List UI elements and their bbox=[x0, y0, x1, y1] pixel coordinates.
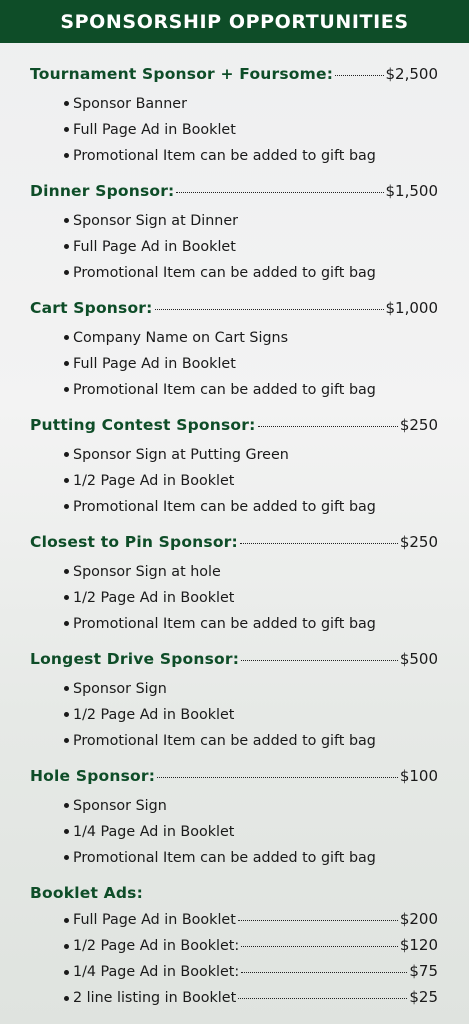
benefit-item bbox=[64, 325, 438, 351]
benefit-text: Promotional Item can be added to gift bag bbox=[73, 733, 376, 749]
booklet-ad-row bbox=[30, 910, 438, 936]
sponsorship-heading-row bbox=[30, 299, 438, 325]
sponsorship-title: Tournament Sponsor + Foursome: bbox=[30, 65, 334, 83]
benefit-text: Promotional Item can be added to gift bag bbox=[73, 265, 376, 281]
benefit-text: Full Page Ad in Booklet bbox=[73, 356, 236, 372]
sponsorship-title: Hole Sponsor: bbox=[30, 767, 156, 785]
bullet-icon bbox=[64, 478, 69, 483]
bullet-icon bbox=[64, 387, 69, 392]
benefit-list bbox=[30, 442, 438, 520]
bullet-icon bbox=[64, 803, 69, 808]
booklet-ad-list bbox=[30, 910, 438, 1014]
bullet-icon bbox=[64, 335, 69, 340]
bullet-icon bbox=[64, 918, 69, 923]
booklet-ad-label: Full Page Ad in Booklet bbox=[73, 912, 236, 928]
benefit-list bbox=[30, 559, 438, 637]
benefit-item bbox=[64, 559, 438, 585]
booklet-ad-label: 1/4 Page Ad in Booklet: bbox=[73, 964, 240, 980]
benefit-text: 1/4 Page Ad in Booklet bbox=[73, 824, 235, 840]
sponsorship-title: Dinner Sponsor: bbox=[30, 182, 175, 200]
sponsorship-list bbox=[30, 65, 438, 871]
booklet-ad-price: $75 bbox=[409, 962, 438, 980]
booklet-ad-row bbox=[30, 936, 438, 962]
sponsorship-price: $500 bbox=[399, 650, 438, 668]
dot-leader bbox=[241, 946, 398, 947]
bullet-icon bbox=[64, 738, 69, 743]
sponsorship-section bbox=[30, 182, 438, 286]
benefit-item bbox=[64, 819, 438, 845]
sponsorship-title: Cart Sponsor: bbox=[30, 299, 153, 317]
benefit-item bbox=[64, 585, 438, 611]
bullet-icon bbox=[64, 970, 69, 975]
bullet-icon bbox=[64, 101, 69, 106]
booklet-ad-row bbox=[30, 988, 438, 1014]
benefit-text: Promotional Item can be added to gift bag bbox=[73, 850, 376, 866]
sponsorship-section bbox=[30, 65, 438, 169]
bullet-icon bbox=[64, 504, 69, 509]
sponsorship-price: $250 bbox=[399, 533, 438, 551]
dot-leader bbox=[241, 972, 407, 973]
benefit-text: Full Page Ad in Booklet bbox=[73, 239, 236, 255]
sponsorship-section bbox=[30, 533, 438, 637]
benefit-text: Company Name on Cart Signs bbox=[73, 330, 289, 346]
booklet-ad-price: $200 bbox=[399, 910, 438, 928]
bullet-icon bbox=[64, 855, 69, 860]
benefit-item bbox=[64, 702, 438, 728]
sponsorship-title: Putting Contest Sponsor: bbox=[30, 416, 256, 434]
content bbox=[0, 43, 469, 1014]
benefit-list bbox=[30, 91, 438, 169]
benefit-item bbox=[64, 91, 438, 117]
benefit-text: Sponsor Sign at hole bbox=[73, 564, 221, 580]
page-title: SPONSORSHIP OPPORTUNITIES bbox=[60, 10, 409, 33]
dot-leader bbox=[258, 426, 398, 427]
benefit-item bbox=[64, 611, 438, 637]
benefit-item bbox=[64, 793, 438, 819]
booklet-ad-label: 1/2 Page Ad in Booklet: bbox=[73, 938, 240, 954]
sponsorship-heading-row bbox=[30, 416, 438, 442]
bullet-icon bbox=[64, 569, 69, 574]
benefit-list bbox=[30, 325, 438, 403]
dot-leader bbox=[238, 920, 398, 921]
benefit-text: Promotional Item can be added to gift bag bbox=[73, 382, 376, 398]
dot-leader bbox=[241, 660, 398, 661]
sponsorship-title: Closest to Pin Sponsor: bbox=[30, 533, 238, 551]
bullet-icon bbox=[64, 452, 69, 457]
benefit-list bbox=[30, 676, 438, 754]
bullet-icon bbox=[64, 686, 69, 691]
bullet-icon bbox=[64, 218, 69, 223]
benefit-text: Sponsor Banner bbox=[73, 96, 187, 112]
sponsorship-price: $250 bbox=[399, 416, 438, 434]
booklet-section bbox=[30, 884, 438, 1014]
sponsorship-heading-row bbox=[30, 65, 438, 91]
sponsorship-heading-row bbox=[30, 182, 438, 208]
benefit-item bbox=[64, 494, 438, 520]
booklet-title: Booklet Ads: bbox=[30, 884, 143, 902]
sponsorship-price: $2,500 bbox=[385, 65, 438, 83]
sponsorship-heading-row bbox=[30, 533, 438, 559]
benefit-text: 1/2 Page Ad in Booklet bbox=[73, 590, 235, 606]
bullet-icon bbox=[64, 153, 69, 158]
dot-leader bbox=[176, 192, 383, 193]
header-banner bbox=[0, 0, 469, 43]
sponsorship-section bbox=[30, 299, 438, 403]
benefit-text: Promotional Item can be added to gift bag bbox=[73, 148, 376, 164]
dot-leader bbox=[157, 777, 398, 778]
benefit-item bbox=[64, 117, 438, 143]
benefit-text: 1/2 Page Ad in Booklet bbox=[73, 473, 235, 489]
benefit-item bbox=[64, 260, 438, 286]
bullet-icon bbox=[64, 829, 69, 834]
dot-leader bbox=[335, 75, 383, 76]
benefit-text: Sponsor Sign bbox=[73, 798, 167, 814]
benefit-item bbox=[64, 676, 438, 702]
benefit-text: 1/2 Page Ad in Booklet bbox=[73, 707, 235, 723]
booklet-ad-label: 2 line listing in Booklet bbox=[73, 990, 237, 1006]
bullet-icon bbox=[64, 244, 69, 249]
sponsorship-section bbox=[30, 416, 438, 520]
bullet-icon bbox=[64, 621, 69, 626]
benefit-text: Promotional Item can be added to gift bag bbox=[73, 616, 376, 632]
sponsorship-title: Longest Drive Sponsor: bbox=[30, 650, 240, 668]
benefit-item bbox=[64, 442, 438, 468]
sponsorship-price: $1,000 bbox=[385, 299, 438, 317]
benefit-item bbox=[64, 468, 438, 494]
booklet-ad-price: $25 bbox=[409, 988, 438, 1006]
booklet-ad-price: $120 bbox=[399, 936, 438, 954]
booklet-heading-row bbox=[30, 884, 438, 910]
sponsorship-price: $1,500 bbox=[385, 182, 438, 200]
bullet-icon bbox=[64, 127, 69, 132]
sponsorship-section bbox=[30, 650, 438, 754]
benefit-item bbox=[64, 351, 438, 377]
benefit-item bbox=[64, 143, 438, 169]
benefit-list bbox=[30, 793, 438, 871]
sponsorship-price: $100 bbox=[399, 767, 438, 785]
bullet-icon bbox=[64, 361, 69, 366]
benefit-text: Full Page Ad in Booklet bbox=[73, 122, 236, 138]
benefit-item bbox=[64, 845, 438, 871]
sponsorship-section bbox=[30, 767, 438, 871]
benefit-item bbox=[64, 234, 438, 260]
benefit-item bbox=[64, 377, 438, 403]
benefit-list bbox=[30, 208, 438, 286]
benefit-text: Promotional Item can be added to gift bag bbox=[73, 499, 376, 515]
bullet-icon bbox=[64, 712, 69, 717]
dot-leader bbox=[238, 998, 407, 999]
booklet-ad-row bbox=[30, 962, 438, 988]
benefit-text: Sponsor Sign at Putting Green bbox=[73, 447, 289, 463]
sponsorship-heading-row bbox=[30, 767, 438, 793]
benefit-item bbox=[64, 728, 438, 754]
bullet-icon bbox=[64, 270, 69, 275]
benefit-text: Sponsor Sign bbox=[73, 681, 167, 697]
benefit-item bbox=[64, 208, 438, 234]
bullet-icon bbox=[64, 996, 69, 1001]
benefit-text: Sponsor Sign at Dinner bbox=[73, 213, 238, 229]
dot-leader bbox=[155, 309, 384, 310]
bullet-icon bbox=[64, 595, 69, 600]
sponsorship-heading-row bbox=[30, 650, 438, 676]
dot-leader bbox=[240, 543, 398, 544]
bullet-icon bbox=[64, 944, 69, 949]
